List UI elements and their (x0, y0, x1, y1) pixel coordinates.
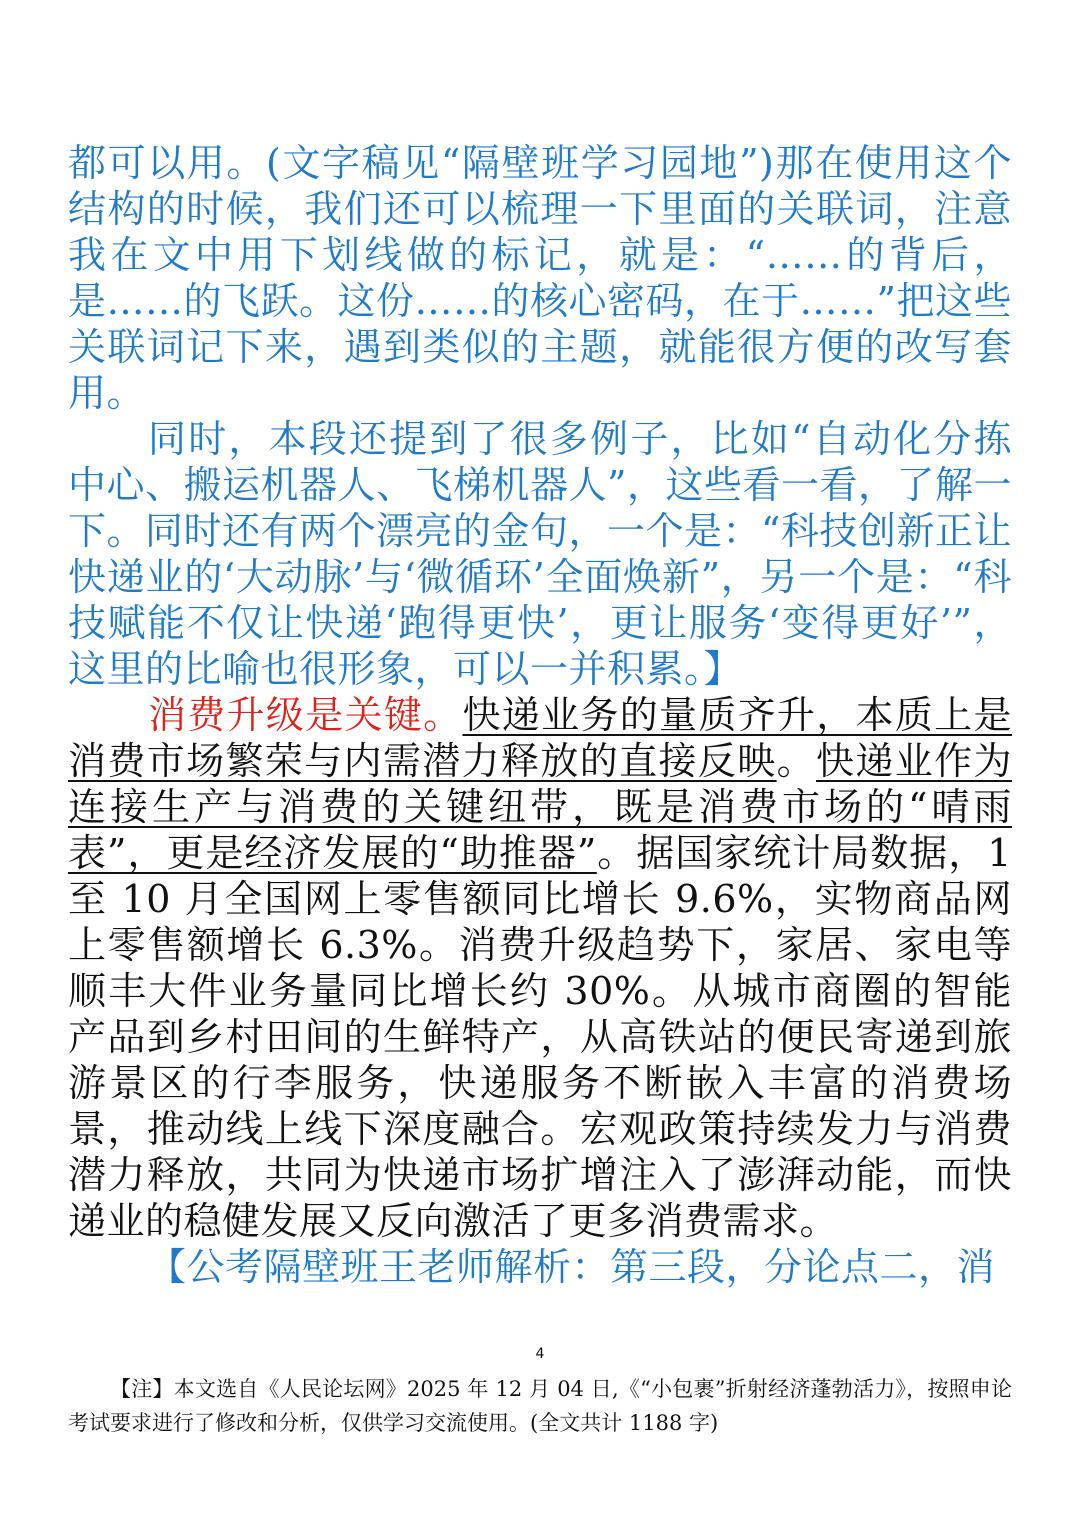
sentence-period: 。 (776, 739, 816, 783)
page-number: 4 (535, 1346, 545, 1362)
paragraph-body-text: 。据国家统计局数据，1 至 10 月全国网上零售额同比增长 9.6%，实物商品网上零售额增长 6.3%。消费升级趋势下，家居、家电等顺丰大件业务量同比增长约 30%。从城市商圈的智能产品到乡村田间的生鲜特产，从高铁站的便民寄递到旅游景区的行李服务，快递服务不断嵌入丰富的消费场景，推动线上线下深度融合。宏观政策持续发力与消费潜力释放，共同为快递市场扩增注入了澎湃动能，而快递业的稳健发展又反向激活了更多消费需求。 (68, 831, 1012, 1243)
article-paragraph-consumption (68, 692, 1012, 1244)
article-body (68, 140, 1012, 1290)
underlined-sentence-1: 快递业务的量质齐升，本质上是消费市场繁荣与内需潜力释放的直接反映 (68, 693, 1012, 783)
analysis-paragraph-examples: 同时，本段还提到了很多例子，比如“自动化分拣中心、搬运机器人、飞梯机器人”，这些看一看，了解一下。同时还有两个漂亮的金句，一个是：“科技创新正让快递业的‘大动脉’与‘微循环’全面焕新”，另一个是：“科技赋能不仅让快递‘跑得更快’，更让服务‘变得更好’”，这里的比喻也很形象，可以一并积累。】 (68, 417, 1012, 691)
analysis-paragraph-start: 【公考隔壁班王老师解析：第三段，分论点二，消 (148, 1245, 996, 1289)
analysis-paragraph-continued: 都可以用。(文字稿见“隔壁班学习园地”)那在使用这个结构的时候，我们还可以梳理一下里面的关联词，注意我在文中用下划线做的标记，就是：“……的背后，是……的飞跃。这份……的核心密码，在于……”把这些关联词记下来，遇到类似的主题，就能很方便的改写套用。 (68, 141, 1012, 415)
source-footnote: 【注】本文选自《人民论坛网》2025 年 12 月 04 日,《“小包裹”折射经济蓬勃活力》，按照申论考试要求进行了修改和分析，仅供学习交流使用。(全文共计 1188 字) (68, 1377, 1012, 1435)
subpoint-heading: 消费升级是关键。 (148, 693, 463, 737)
underlined-sentence-2: 快递业作为连接生产与消费的关键纽带，既是消费市场的“晴雨表”，更是经济发展的“助推器” (68, 739, 1012, 875)
